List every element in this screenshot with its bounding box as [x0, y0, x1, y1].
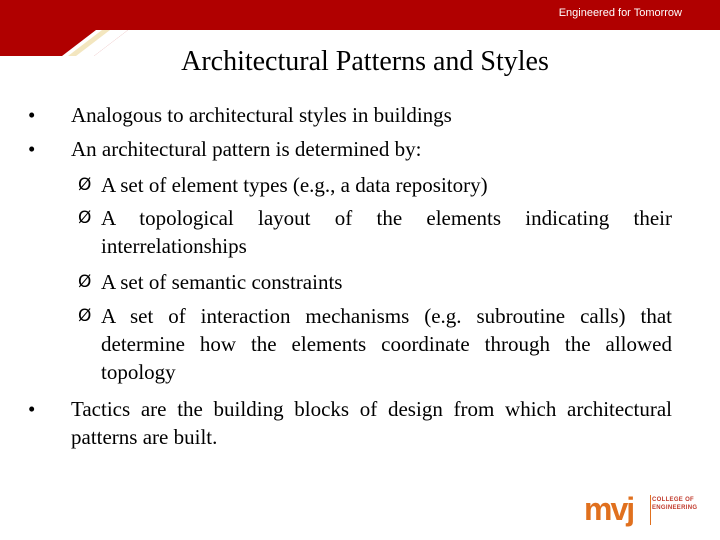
header-tagline: Engineered for Tomorrow: [558, 7, 682, 19]
bullet-text: An architectural pattern is determined by:: [71, 137, 422, 161]
sub-bullet-item: [78, 268, 672, 296]
logo-line-1: COLLEGE OF: [652, 497, 694, 503]
bullet-text: Analogous to architectural styles in buildings: [71, 103, 452, 127]
sub-bullet-item: [78, 171, 672, 199]
arrow-bullet-icon: Ø: [78, 306, 92, 326]
arrow-bullet-icon: Ø: [78, 175, 92, 195]
logo-mark: mvj: [584, 492, 634, 527]
sub-bullet-item: [78, 302, 672, 386]
sub-bullet-text: A set of interaction mechanisms (e.g. subroutine calls) that determine how the elements coordinate through the allowed topology: [101, 304, 672, 384]
bullet-item: [28, 101, 672, 129]
bullet-marker: •: [28, 103, 36, 127]
slide-title: Architectural Patterns and Styles: [181, 46, 549, 77]
sub-bullet-text: A set of semantic constraints: [101, 270, 343, 294]
logo-line-2: ENGINEERING: [652, 505, 698, 511]
bullet-text: Tactics are the building blocks of design from which architectural patterns are built.: [71, 397, 672, 449]
bullet-marker: •: [28, 137, 36, 161]
bullet-item: [28, 395, 672, 451]
sub-bullet-text: A topological layout of the elements indicating their interrelationships: [101, 206, 672, 258]
sub-bullet-item: [78, 204, 672, 260]
sub-bullet-text: A set of element types (e.g., a data repository): [101, 173, 488, 197]
bullet-item: [28, 135, 672, 163]
bullet-marker: •: [28, 397, 36, 421]
arrow-bullet-icon: Ø: [78, 208, 92, 228]
arrow-bullet-icon: Ø: [78, 272, 92, 292]
